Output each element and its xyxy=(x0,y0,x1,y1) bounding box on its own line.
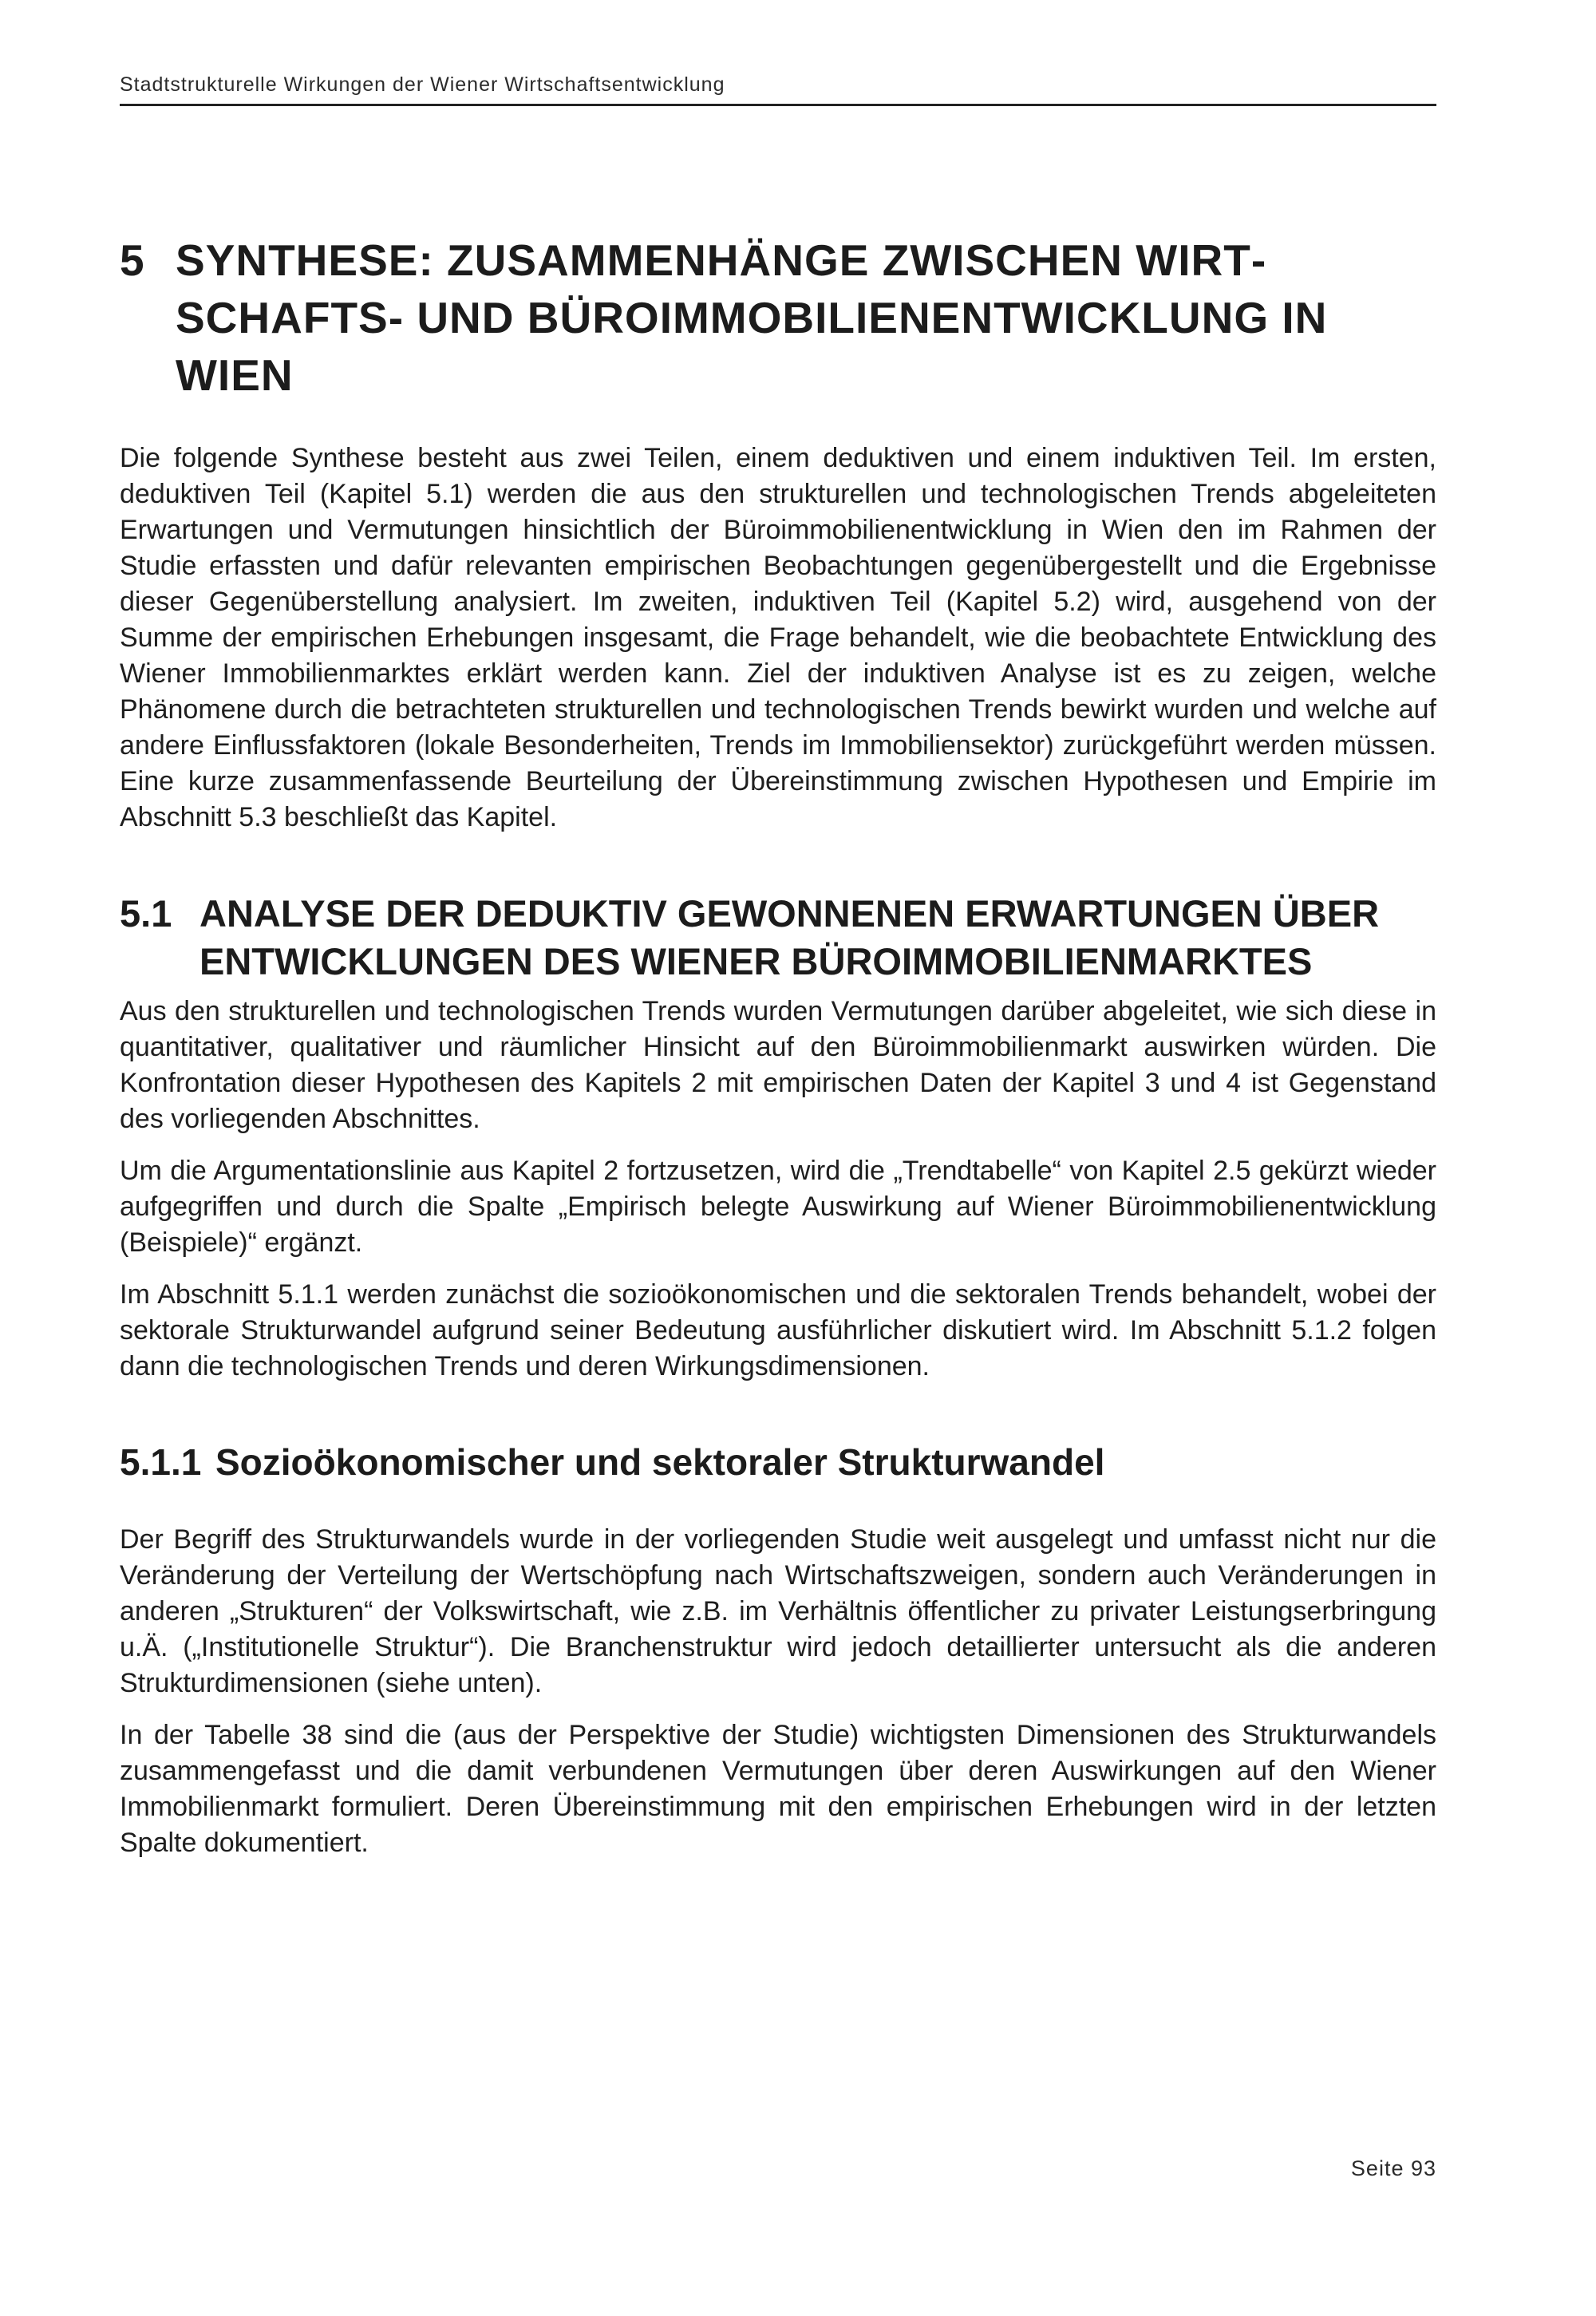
chapter-title: SYNTHESE: ZUSAMMENHÄNGE ZWISCHEN WIRTSCHAFTS- UND BÜROIMMOBILIENENTWICKLUNG IN WIEN xyxy=(176,235,1328,400)
chapter-intro-paragraph: Die folgende Synthese besteht aus zwei Teilen, einem deduktiven und einem induktiven Teil. Im ersten, deduktiven Teil (Kapitel 5.1) werden die aus den strukturellen und technologischen Trends abgeleiteten Erwartungen und Vermutungen hinsichtlich der Büroimmobilienentwicklung in Wien den im Rahmen der Studie erfassten und dafür relevanten empirischen Beobachtungen gegenübergestellt und die Ergebnisse dieser Gegenüberstellung analysiert. Im zweiten, induktiven Teil (Kapitel 5.2) wird, ausgehend von der Summe der empirischen Erhebungen insgesamt, die Frage behandelt, wie die beobachtete Entwicklung des Wiener Immobilienmarktes erklärt werden kann. Ziel der induktiven Analyse ist es zu zeigen, welche Phänomene durch die betrachteten strukturellen und technologischen Trends bewirkt wurden und welche auf andere Einflussfaktoren (lokale Besonderheiten, Trends im Immobiliensektor) zurückgeführt werden müssen. Eine kurze zusammenfassende Beurteilung der Übereinstimmung zwischen Hypothesen und Empirie im Abschnitt 5.3 beschließt das Kapitel. xyxy=(120,443,1436,832)
subsection-number: 5.1.1 xyxy=(120,1441,202,1483)
chapter-heading xyxy=(120,231,1436,404)
subsection-title: Sozioökonomischer und sektoraler Strukturwandel xyxy=(215,1441,1105,1483)
subsection-heading-5-1-1 xyxy=(120,1439,1436,1485)
section-heading-5-1 xyxy=(120,890,1436,986)
body-paragraph: In der Tabelle 38 sind die (aus der Perspektive der Studie) wichtigsten Dimensionen des Strukturwandels zusammengefasst und die damit verbundenen Vermutungen über deren Auswirkungen auf den Wiener Immobilienmarkt formuliert. Deren Übereinstimmung mit den empirischen Erhebungen wird in der letzten Spalte dokumentiert. xyxy=(120,1720,1436,1858)
body-paragraph: Der Begriff des Strukturwandels wurde in der vorliegenden Studie weit ausgelegt und umfasst nicht nur die Veränderung der Verteilung der Wertschöpfung nach Wirtschaftszweigen, sondern auch Veränderungen in anderen „Strukturen“ der Volkswirtschaft, wie z.B. im Verhältnis öffentlicher zu privater Leistungserbringung u.Ä. („Institutionelle Struktur“). Die Branchenstruktur wird jedoch detaillierter untersucht als die anderen Strukturdimensionen (siehe unten). xyxy=(120,1524,1436,1698)
body-paragraph: Aus den strukturellen und technologischen Trends wurden Vermutungen darüber abgeleitet, wie sich diese in quantitativer, qualitativer und räumlicher Hinsicht auf den Büroimmobilienmarkt auswirken würden. Die Konfrontation dieser Hypothesen des Kapitels 2 mit empirischen Daten der Kapitel 3 und 4 ist Gegenstand des vorliegenden Abschnittes. xyxy=(120,996,1436,1134)
section-number: 5.1 xyxy=(120,892,172,935)
body-paragraph: Um die Argumentationslinie aus Kapitel 2 fortzusetzen, wird die „Trendtabelle“ von Kapitel 2.5 gekürzt wieder aufgegriffen und durch die Spalte „Empirisch belegte Auswirkung auf Wiener Büroimmobilienentwicklung (Beispiele)“ ergänzt. xyxy=(120,1156,1436,1258)
header-rule xyxy=(120,104,1436,106)
page-content xyxy=(120,231,1436,1877)
page-number: Seite 93 xyxy=(1350,2156,1436,2180)
running-header: Stadtstrukturelle Wirkungen der Wiener Wirtschaftsentwicklung xyxy=(120,73,725,96)
body-paragraph: Im Abschnitt 5.1.1 werden zunächst die sozioökonomischen und die sektoralen Trends behandelt, wobei der sektorale Strukturwandel aufgrund seiner Bedeutung ausführlicher diskutiert wird. Im Abschnitt 5.1.2 folgen dann die technologischen Trends und deren Wirkungsdimensionen. xyxy=(120,1279,1436,1381)
section-title: ANALYSE DER DEDUKTIV GEWONNENEN ERWARTUNGEN ÜBER ENTWICKLUNGEN DES WIENER BÜROIMMOBILIENMARKTES xyxy=(200,892,1380,982)
chapter-number: 5 xyxy=(120,235,145,285)
